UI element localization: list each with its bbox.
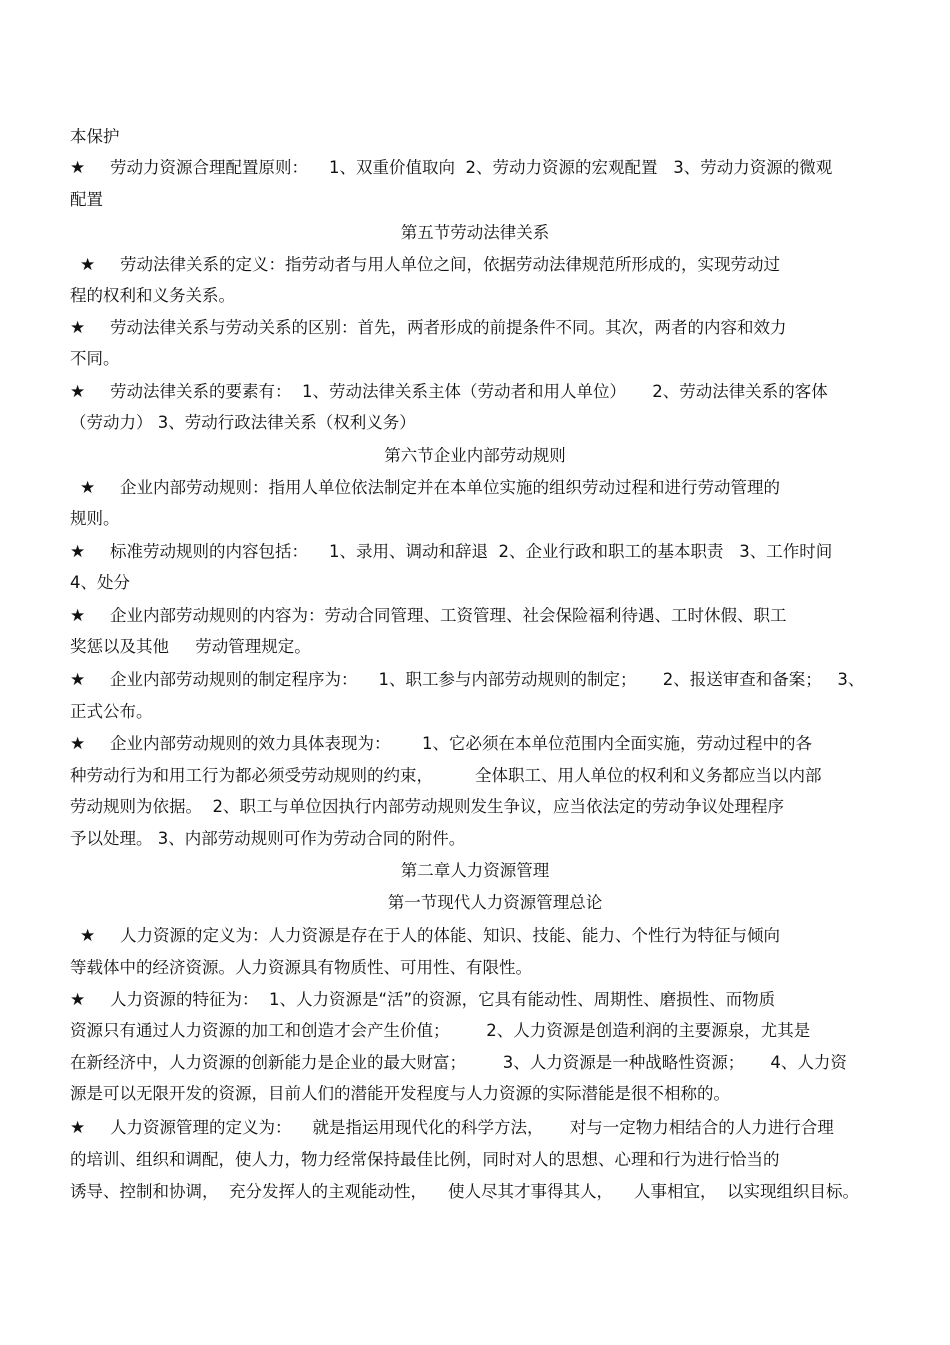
text-line: 劳动力资源合理配置原则： 1、双重价值取向 2、劳动力资源的宏观配置 3、劳动力资源的微观 [110,158,833,177]
text-line: 人力资源管理的定义为： 就是指运用现代化的科学方法， 对与一定物力相结合的人力进行合理 [110,1118,834,1137]
star-bullet-icon: ★ [80,255,96,275]
star-bullet-icon: ★ [70,670,86,690]
section-heading: 第一节现代人力资源管理总论 [387,893,603,912]
text-line: 奖惩以及其他 劳动管理规定。 [70,637,311,656]
text-line: 种劳动行为和用工行为都必须受劳动规则的约束， 全体职工、用人单位的权利和义务都应当以内部 [70,766,822,785]
text-line: 企业内部劳动规则：指用人单位依法制定并在本单位实施的组织劳动过程和进行劳动管理的 [120,478,780,497]
text-line: 予以处理。 3、内部劳动规则可作为劳动合同的附件。 [70,829,466,848]
text-line: 人力资源的定义为：人力资源是存在于人的体能、知识、技能、能力、个性行为特征与倾向 [120,926,780,945]
text-line: 程的权利和义务关系。 [70,286,235,305]
text-line: 劳动法律关系的要素有： 1、劳动法律关系主体（劳动者和用人单位） 2、劳动法律关系的客体 [110,382,828,401]
star-bullet-icon: ★ [70,382,86,402]
section-heading: 第六节企业内部劳动规则 [384,446,566,465]
text-line: 等载体中的经济资源。人力资源具有物质性、可用性、有限性。 [70,958,532,977]
text-line: 劳动法律关系与劳动关系的区别：首先，两者形成的前提条件不同。其次，两者的内容和效力 [110,318,787,337]
text-line: 劳动法律关系的定义：指劳动者与用人单位之间，依据劳动法律规范所形成的，实现劳动过 [120,255,780,274]
text-line: 标准劳动规则的内容包括： 1、录用、调动和辞退 2、企业行政和职工的基本职责 3、工作时间 [110,542,833,561]
text-line: 配置 [70,190,103,209]
chapter-heading: 第二章人力资源管理 [400,861,550,880]
text-line: 的培训、组织和调配，使人力，物力经常保持最佳比例，同时对人的思想、心理和行为进行恰当的 [70,1150,780,1169]
star-bullet-icon: ★ [70,158,86,178]
text-line: 源是可以无限开发的资源，目前人们的潜能开发程度与人力资源的实际潜能是很不相称的。 [70,1084,730,1103]
text-line: 人力资源的特征为： 1、人力资源是“活”的资源，它具有能动性、周期性、磨损性、而物质 [110,990,776,1009]
star-bullet-icon: ★ [70,318,86,338]
text-line: 规则。 [70,509,120,528]
text-line: （劳动力） 3、劳动行政法律关系（权利义务） [70,413,416,432]
text-line: 在新经济中，人力资源的创新能力是企业的最大财富； 3、人力资源是一种战略性资源； 4、人力资 [70,1053,847,1072]
text-line: 4、处分 [70,573,130,592]
star-bullet-icon: ★ [70,542,86,562]
text-line: 不同。 [70,349,120,368]
star-bullet-icon: ★ [80,478,96,498]
text-line: 企业内部劳动规则的制定程序为： 1、职工参与内部劳动规则的制定； 2、报送审查和备案； 3、 [110,670,865,689]
text-line: 企业内部劳动规则的效力具体表现为： 1、它必须在本单位范围内全面实施，劳动过程中的各 [110,734,812,753]
star-bullet-icon: ★ [70,734,86,754]
text-line: 资源只有通过人力资源的加工和创造才会产生价值； 2、人力资源是创造利润的主要源泉，尤其是 [70,1021,811,1040]
star-bullet-icon: ★ [70,990,86,1010]
text-line: 企业内部劳动规则的内容为：劳动合同管理、工资管理、社会保险福利待遇、工时休假、职工 [110,606,787,625]
star-bullet-icon: ★ [70,1118,86,1138]
text-line: 诱导、控制和协调， 充分发挥人的主观能动性， 使人尽其才事得其人， 人事相宜， 以实现组织目标。 [70,1182,859,1201]
text-line: 正式公布。 [70,702,153,721]
section-heading: 第五节劳动法律关系 [400,223,550,242]
text-line: 劳动规则为依据。 2、职工与单位因执行内部劳动规则发生争议，应当依法定的劳动争议处理程序 [70,797,784,816]
text-line: 本保护 [70,127,120,146]
star-bullet-icon: ★ [70,606,86,626]
star-bullet-icon: ★ [80,926,96,946]
